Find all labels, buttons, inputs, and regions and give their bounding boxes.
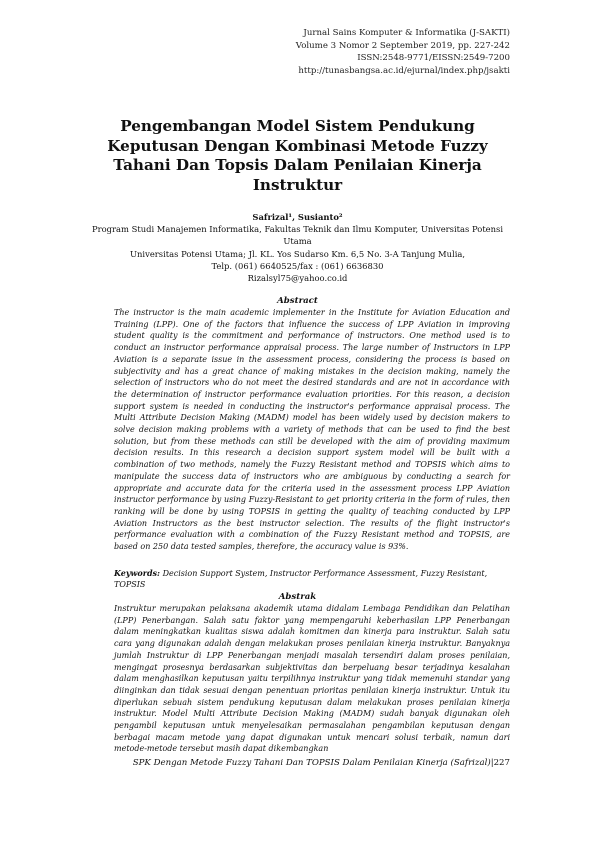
footer-running-title: SPK Dengan Metode Fuzzy Tahani Dan TOPSIS Dalam Penilaian Kinerja (Safrizal) [132, 758, 491, 768]
abstrak-body: Instruktur merupakan pelaksana akademik utama didalam Lembaga Pendidikan dan Pelatihan (LPP) Penerbangan. Salah satu faktor yang mempengaruhi keberhasilan LPP Penerbangan dalam meningkatkan kualitas siswa adalah komitmen dan kinerja para instruktur. Salah satu cara yang digunakan adalah dengan melakukan proses penilaian kinerja instruktur. Banyaknya jumlah Instruktur di LPP Penerbangan menjadi masalah tersendiri dalam proses penilaian, mengingat prosesnya berdasarkan subjektivitas dan berpeluang besar terjadinya kesalahan dalam menghasilkan keputusan yaitu terpilihnya instruktur yang tidak memenuhi standar yang diinginkan dan tidak sesuai dengan penentuan prioritas penilaian kinerja instruktur. Untuk itu diperlukan sebuah sistem pendukung keputusan dalam melakukan proses penilaian kinerja instruktur. Model Multi Attribute Decision Making (MADM) sudah banyak digunakan oleh pengambil keputusan untuk menyelesaikan permasalahan pengambilan keputusan dengan berbagai macam metode yang dapat digunakan untuk mencari solusi terbaik, namun dari metode-metode tersebut masih dapat dikembangkan [114, 604, 510, 754]
journal-name: Jurnal Sains Komputer & Informatika (J-SAKTI) [303, 28, 510, 38]
page-footer [133, 758, 510, 768]
abstract-body: The instructor is the main academic implementer in the Institute for Aviation Education and Training (LPP). One of the factors that influence the success of LPP Aviation in improving student quality is the commitment and performance of instructors. One method used is to conduct an instructor performance appraisal process. The large number of Instructors in LPP Aviation is a separate issue in the assessment process, considering the process is based on subjectivity and has a great chance of making mistakes in the decision making, namely the selection of instructors who do not meet the desired standards and are not in accordance with the determination of instructor performance evaluation priorities. For this reason, a decision support system is needed in conducting the instructor's performance appraisal process. The Multi Attribute Decision Making (MADM) model has been widely used by decision makers to solve decision making problems with a variety of methods that can be used to find the best solution, but from these methods can still be developed with the aim of providing maximum decision results. In this research a decision support system model will be built with a combination of two methods, namely the Fuzzy Resistant method and TOPSIS which aims to manipulate the success data of instructors who are ambiguous by conducting a search for appropriate and accurate data for the criteria used in the assessment process LPP Aviation instructor performance by using Fuzzy-Resistant to get priority criteria in the form of rules, then ranking will be done by using TOPSIS in getting the quality of teaching conducted by LPP Aviation Instructors as the best instructor selection. The results of the flight instructor's performance evaluation with a combination of the Fuzzy Resistant method and TOPSIS, are based on 250 data tested samples, therefore, the accuracy value is 93%. [114, 308, 510, 552]
abstract-heading: Abstract [277, 296, 318, 306]
author-address: Universitas Potensi Utama; Jl. KL. Yos Sudarso Km. 6,5 No. 3-A Tanjung Mulia, [129, 248, 466, 259]
keywords [114, 568, 510, 590]
author-names: Safrizal¹, Susianto² [252, 212, 343, 222]
abstrak-heading: Abstrak [278, 592, 317, 602]
journal-volume: Volume 3 Nomor 2 September 2019, pp. 227-242 [295, 40, 510, 51]
author-email: Rizalsyl75@yahoo.co.id [247, 273, 348, 284]
paper-title: Pengembangan Model Sistem Pendukung Keputusan Dengan Kombinasi Metode Fuzzy Tahani Dan Topsis Dalam Penilaian Kinerja Instruktur [107, 117, 488, 194]
page-number: |227 [490, 758, 510, 768]
journal-header [296, 27, 510, 77]
journal-url: http://tunasbangsa.ac.id/ejurnal/index.php/jsakti [298, 65, 510, 76]
keywords-label: Keywords: [114, 568, 161, 578]
author-affiliation: Program Studi Manajemen Informatika, Fakultas Teknik dan Ilmu Komputer, Universitas Potensi Utama [91, 224, 504, 247]
author-block [85, 211, 510, 284]
journal-issn: ISSN:2548-9771/EISSN:2549-7200 [357, 53, 510, 64]
author-phone: Telp. (061) 6640525/fax : (061) 6636830 [211, 260, 384, 271]
keywords-text: Decision Support System, Instructor Performance Assessment, Fuzzy Resistant, TOPSIS [114, 569, 488, 590]
